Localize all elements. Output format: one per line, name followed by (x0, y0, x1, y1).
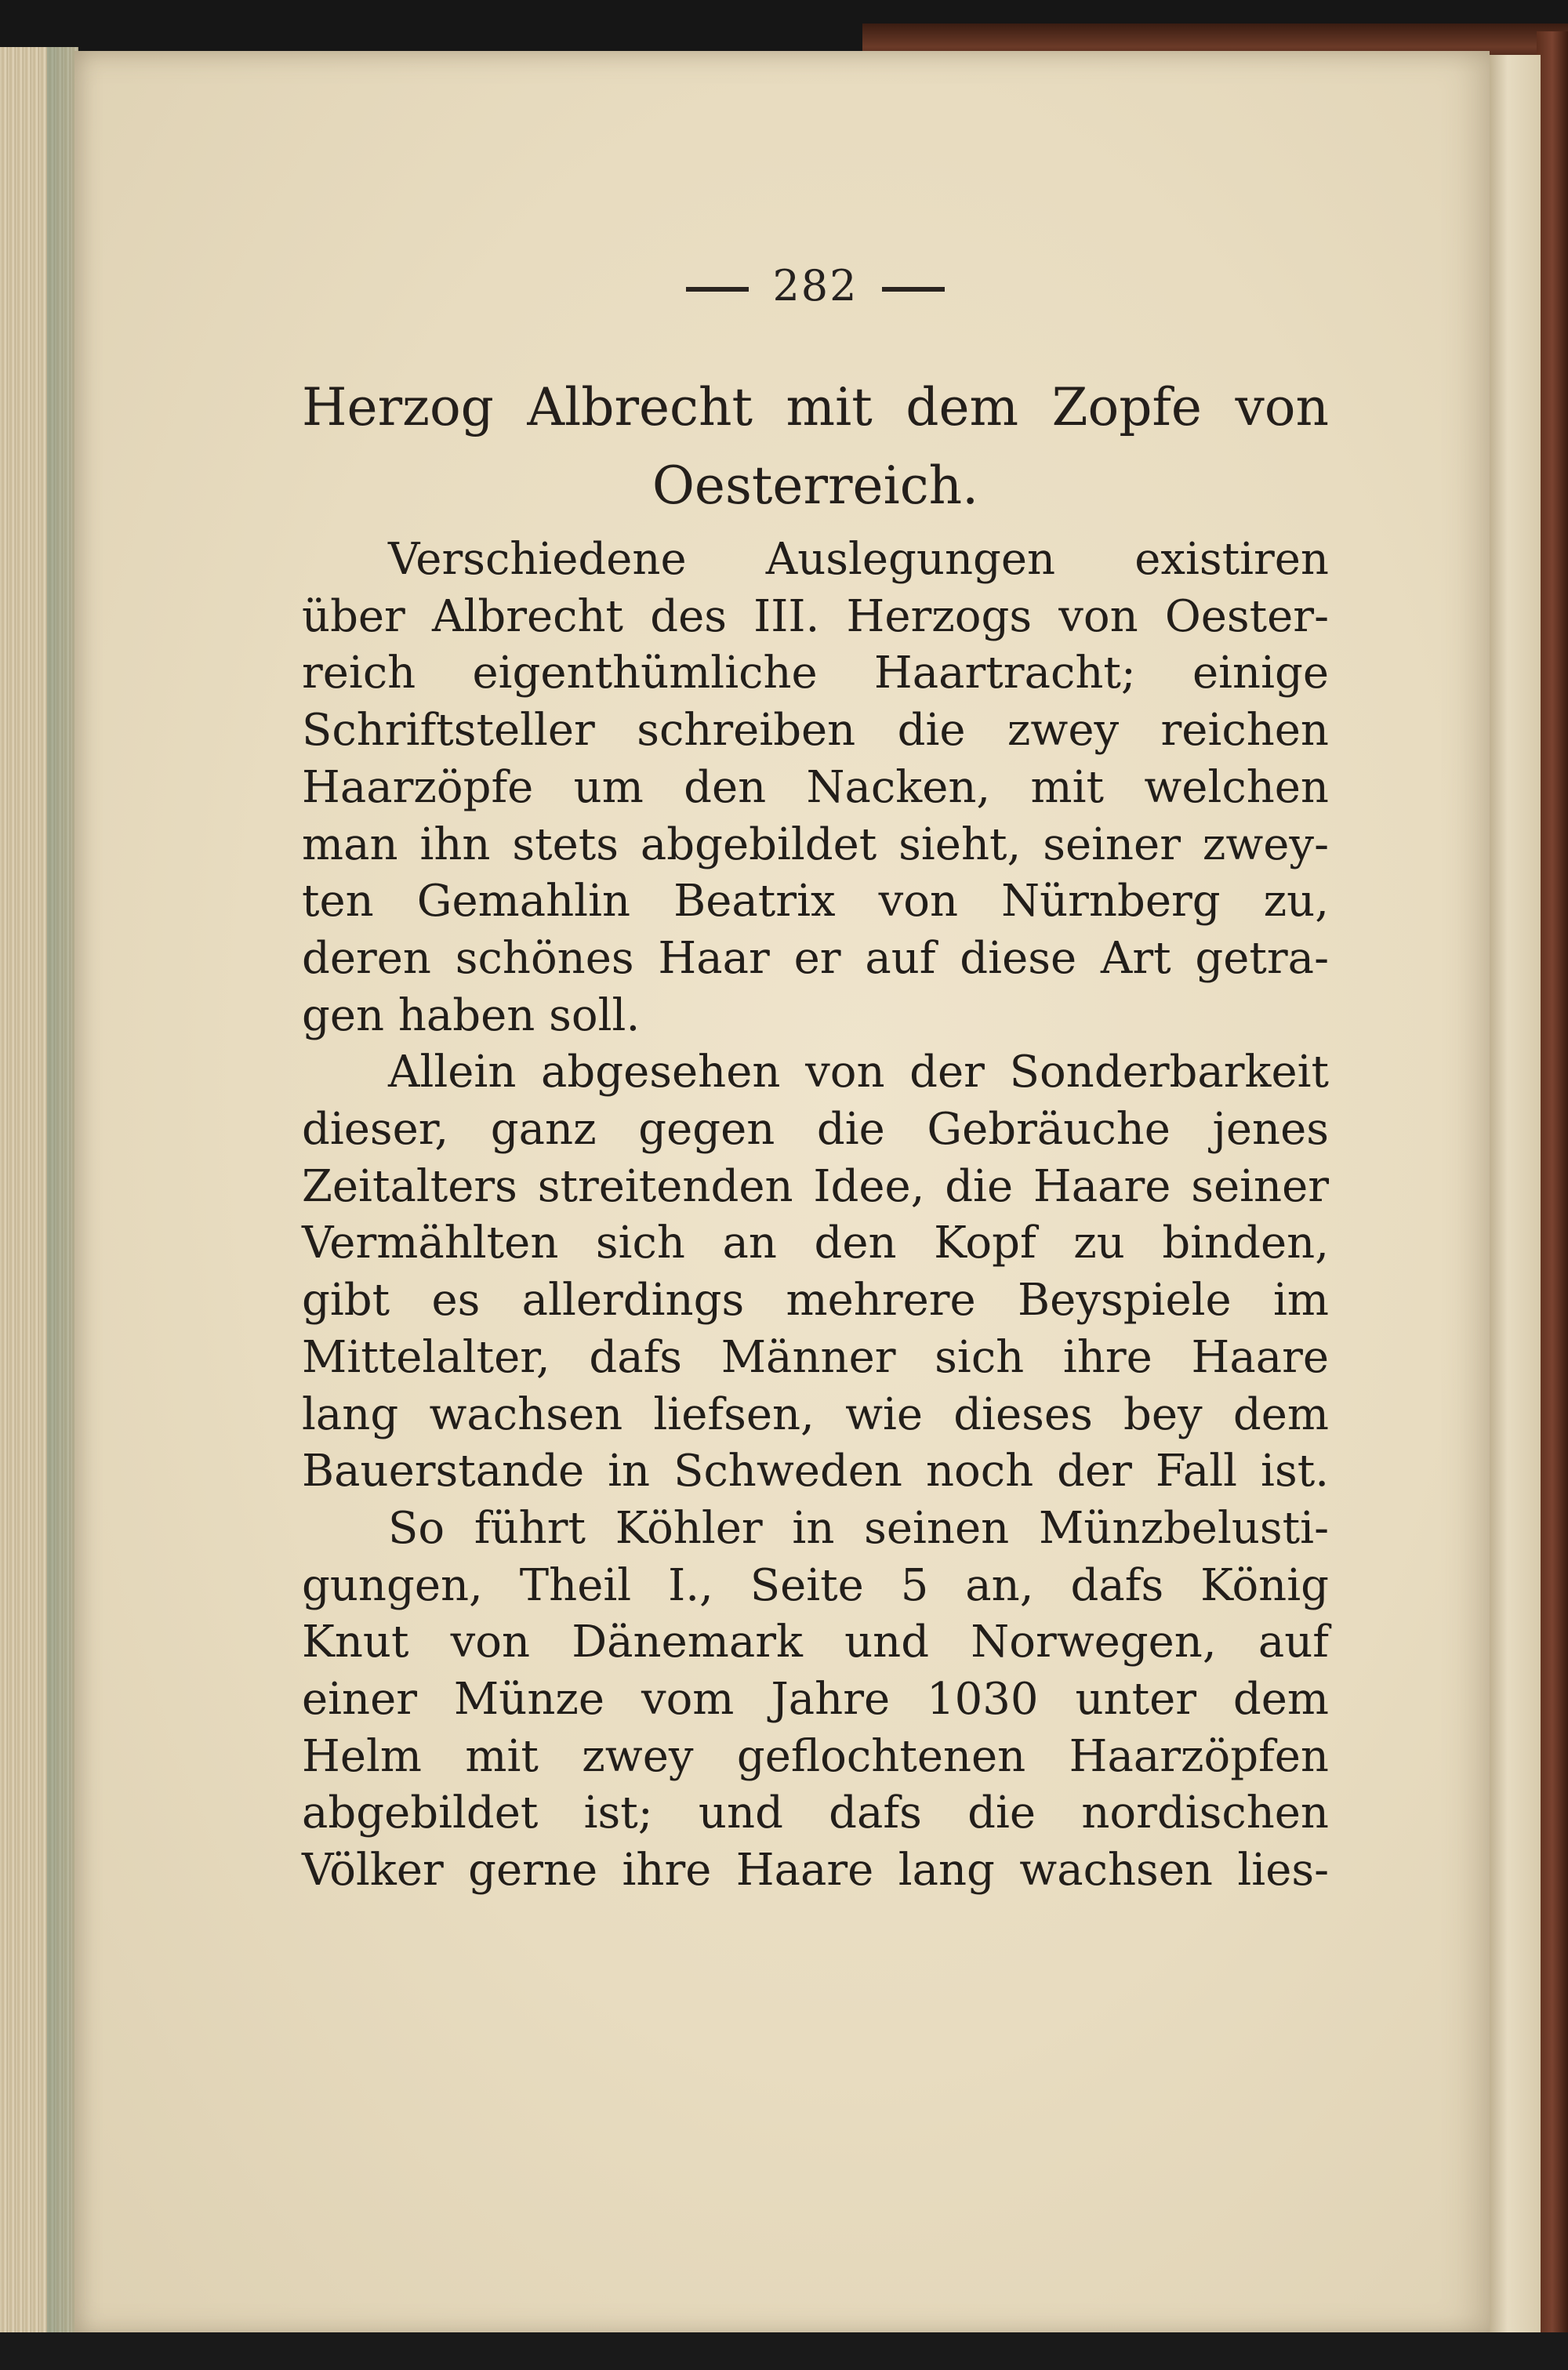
text-line: Völker gerne ihre Haare lang wachsen lies- (302, 1845, 1329, 1896)
text-line: deren schönes Haar er auf diese Art getra- (302, 932, 1329, 984)
text-line: ten Gemahlin Beatrix von Nürnberg zu, (302, 876, 1329, 927)
book-gutter (1486, 55, 1541, 2332)
paragraph (302, 532, 1329, 1044)
text-line: Schriftsteller schreiben die zwey reichen (302, 705, 1329, 757)
page-number-text: 282 (772, 261, 858, 310)
text-line: gibt es allerdings mehrere Beyspiele im (302, 1275, 1329, 1327)
heading-line: Oesterreich. (652, 455, 979, 516)
text-line: Zeitalters streitenden Idee, die Haare seiner (302, 1160, 1329, 1212)
dash-left (686, 287, 749, 292)
dash-right (882, 287, 945, 292)
chapter-heading (302, 368, 1329, 525)
text-line: Verschiedene Auslegungen existiren (388, 534, 1329, 585)
book-cover-edge-right (1537, 31, 1568, 2336)
text-line: über Albrecht des III. Herzogs von Oester- (302, 590, 1329, 642)
text-line: einer Münze vom Jahre 1030 unter dem (302, 1674, 1329, 1726)
text-line: gungen, Theil I., Seite 5 an, dafs König (302, 1559, 1329, 1611)
paragraph (302, 1501, 1329, 1900)
text-line: abgebildet ist; und dafs die nordischen (302, 1787, 1329, 1839)
text-line: reich eigenthümliche Haartracht; einige (302, 648, 1329, 699)
text-line: man ihn stets abgebildet sieht, seiner zwey- (302, 818, 1329, 870)
text-line: So führt Köhler in seinen Münzbelusti- (388, 1502, 1329, 1554)
text-line: Bauerstande in Schweden noch der Fall ist. (302, 1446, 1329, 1497)
text-line: Knut von Dänemark und Norwegen, auf (302, 1617, 1329, 1668)
text-line: dieser, ganz gegen die Gebräuche jenes (302, 1104, 1329, 1156)
body-text (302, 532, 1329, 1900)
text-line: Haarzöpfe um den Nacken, mit welchen (302, 761, 1329, 813)
page-number (643, 255, 988, 318)
heading-line: Herzog Albrecht mit dem Zopfe von (302, 377, 1329, 437)
page-edge-shadow (47, 47, 78, 2336)
text-line: Mittelalter, dafs Männer sich ihre Haare (302, 1331, 1329, 1383)
text-line: Helm mit zwey geflochtenen Haarzöpfen (302, 1730, 1329, 1782)
scan-bottom-edge (0, 2332, 1568, 2370)
text-line: gen haben soll. (302, 989, 641, 1041)
text-line: lang wachsen liefsen, wie dieses bey dem (302, 1388, 1329, 1440)
text-line: Allein abgesehen von der Sonderbarkeit (388, 1047, 1329, 1098)
text-line: Vermählten sich an den Kopf zu binden, (302, 1218, 1329, 1269)
paragraph (302, 1044, 1329, 1501)
